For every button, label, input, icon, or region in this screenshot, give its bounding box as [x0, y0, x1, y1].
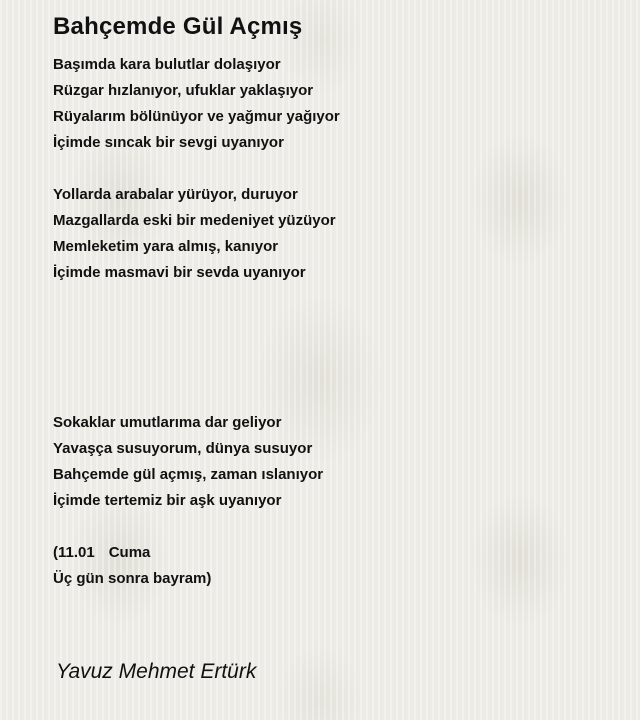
note-date: (11.01 — [53, 544, 95, 561]
poem-line: Rüzgar hızlanıyor, ufuklar yaklaşıyor — [53, 82, 314, 99]
note-line — [53, 540, 613, 566]
note-day: Cuma — [108, 544, 151, 561]
poem-note — [53, 540, 613, 592]
poem-line: Memleketim yara almış, kanıyor — [53, 238, 279, 255]
stanza-gap — [53, 156, 613, 182]
stanza-2 — [53, 182, 613, 286]
poem-line: Yavaşça susuyorum, dünya susuyor — [53, 440, 313, 457]
poem-author: Yavuz Mehmet Ertürk — [56, 660, 257, 683]
poem-line: Bahçemde gül açmış, zaman ıslanıyor — [53, 466, 324, 483]
poem-line: Başımda kara bulutlar dolaşıyor — [53, 56, 281, 73]
poem-line: İçimde sıncak bir sevgi uyanıyor — [53, 134, 284, 151]
poem-line: Mazgallarda eski bir medeniyet yüzüyor — [53, 212, 336, 229]
poem-page — [53, 12, 613, 592]
note-line: Üç gün sonra bayram) — [53, 570, 212, 587]
stanza-gap — [53, 286, 613, 410]
poem-line: İçimde tertemiz bir aşk uyanıyor — [53, 492, 282, 509]
stanza-3 — [53, 410, 613, 514]
poem-line: Yollarda arabalar yürüyor, duruyor — [53, 186, 298, 203]
poem-line: Rüyalarım bölünüyor ve yağmur yağıyor — [53, 108, 340, 125]
poem-title: Bahçemde Gül Açmış — [53, 13, 303, 40]
stanza-gap — [53, 514, 613, 540]
poem-line: Sokaklar umutlarıma dar geliyor — [53, 414, 282, 431]
stanza-1 — [53, 52, 613, 156]
poem-body — [53, 52, 613, 592]
poem-line: İçimde masmavi bir sevda uyanıyor — [53, 264, 306, 281]
